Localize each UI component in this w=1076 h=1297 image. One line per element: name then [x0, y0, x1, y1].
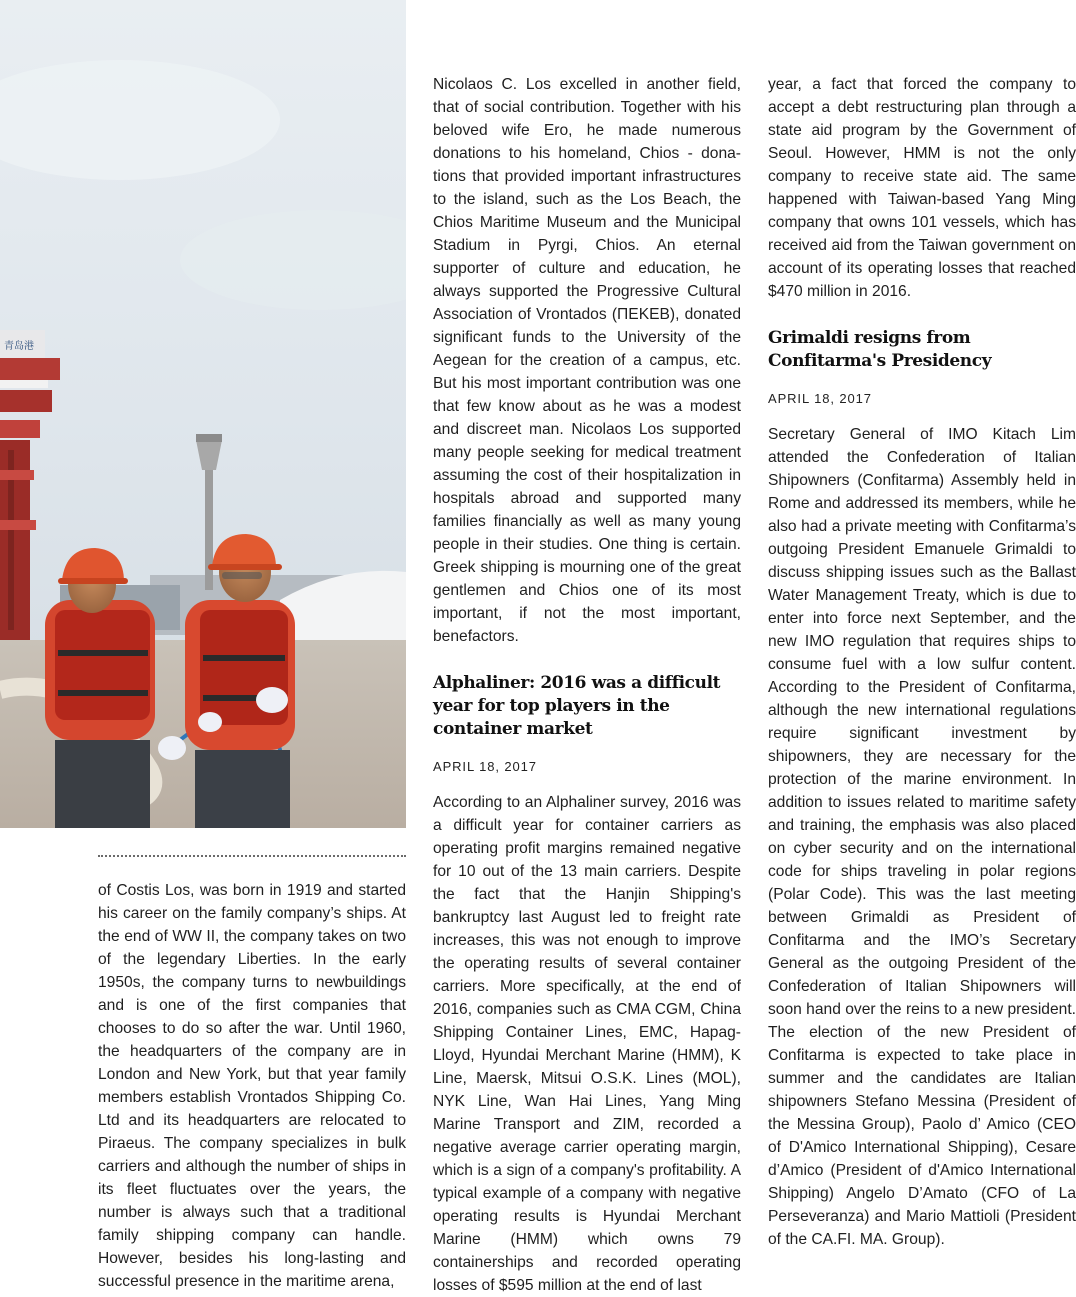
- intro-paragraph-continued: Nicolaos C. Los excelled in another field, that of social contribution. Together with his beloved wife Ero, he made numerous donations to his homeland, Chios - donations that provided important infrastructures to the island, such as the Los Beach, the Chios Maritime Museum and the Municipal Stadium in Pyrgi, Chios. An eternal supporter of culture and education, he always supported the Progressive Cultural Association of Vrontados (ΠΕΚΕΒ), donated significant funds to the University of the Aegean for the creation of a campus, etc. But his most important contribution was one that few know about as he was a modest and discreet man. Nicolaos Los supported many people seeking for medical treatment assuming the cost of their hospitalization in hospitals abroad and supported many families financially as well as many young people in their studies. One thing is certain. Greek shipping is mourning one of the great gentlemen and Chios one of its most important, if not the most important, benefactors.: [433, 76, 741, 645]
- crane-sign: 青岛港: [4, 341, 34, 352]
- grimaldi-body: Secretary General of IMO Kitach Lim attended the Confederation of Italian Shipowners (Confitarma) Assembly held in Rome and addressed its members, while he also had a private meeting with Confitarma’s outgoing President Emanuele Grimaldi to discuss shipping issues such as the Ballast Water Management Treaty, which is due to enter into force next September, and the new IMO regulation that requires ships to consume fuel with a low sulfur content. According to the President of Confitarma, although the new international regulations require significant investment by shipowners, they are necessary for the protection of the marine environment. In addition to issues related to maritime safety and training, the emphasis was also placed on cyber security and on the international code for ships traveling in polar regions (Polar Code). This was the last meeting between Grimaldi as President of Confitarma and the IMO’s Secretary General as the outgoing President of the Confederation of Italian Shipowners will soon hand over the reins to a new president. The election of the new President of Confitarma is expected to take place in summer and the candidates are Italian shipowners Stefano Messina (President of the Messina Group), Paolo d’ Amico (CEO of D'Amico International Shipping), Cesare d’Amico (President of d'Amico International Shipping) Angelo D’Amato (CFO of La Perseveranza) and Mario Mattioli (President of the CA.FI. MA. Group).: [768, 426, 1076, 1248]
- column-2: [433, 73, 741, 1297]
- column-1: [98, 879, 406, 1293]
- grimaldi-headline: Grimaldi resigns from Confitarma's Presidency: [768, 328, 992, 371]
- column-3: [768, 73, 1076, 1251]
- port-workers-photo: [0, 0, 406, 828]
- intro-paragraph: of Costis Los, was born in 1919 and started his career on the family company’s ships. At the end of WW II, the company takes on two of the legendary Liberties. In the early 1950s, the company turns to newbuildings and is one of the first companies that chooses to do so after the war. Until 1960, the headquarters of the company are in London and New York, but that year family members establish Vrontados Shipping Co. Ltd and its headquarters are relocated to Piraeus. The company specializes in bulk carriers and although the number of ships in its fleet fluctuates over the years, the number is always such that a traditional family shipping company can handle. However, besides his long-lasting and successful presence in the maritime arena,: [98, 882, 406, 1290]
- alphaliner-body-continued: year, a fact that forced the company to accept a debt restructuring plan through a state aid program by the Government of Seoul. However, HMM is not the only company to receive state aid. The same happened with Taiwan-based Yang Ming company that owns 101 vessels, which has received aid from the Taiwan government on account of its operating losses that reached $470 million in 2016.: [768, 76, 1076, 300]
- alphaliner-date: APRIL 18, 2017: [433, 759, 537, 774]
- grimaldi-date: APRIL 18, 2017: [768, 391, 872, 406]
- alphaliner-headline: Alphaliner: 2016 was a difficult year for top players in the container market: [433, 673, 721, 739]
- alphaliner-body: According to an Alphaliner survey, 2016 was a difficult year for container carriers as operating profit margins remained negative for 10 out of the 13 main carriers. Despite the fact that the Hanjin Shipping's bankruptcy last August led to freight rate increases, this was not enough to improve the operating results of several container carriers. More specifically, at the end of 2016, companies such as CMA CGM, China Shipping Container Lines, EMC, Hapag-Lloyd, Hyundai Merchant Marine (HMM), K Line, Maersk, Mitsui O.S.K. Lines (MOL), NYK Line, Wan Hai Lines, Yang Ming Marine Transport and ZIM, recorded a negative average carrier operating margin, which is a sign of a company's profitability. A typical example of a company with negative operating results is Hyundai Merchant Marine (HMM) which owns 79 containerships and recorded operating losses of $595 million at the end of last: [433, 794, 741, 1294]
- divider: [98, 855, 406, 857]
